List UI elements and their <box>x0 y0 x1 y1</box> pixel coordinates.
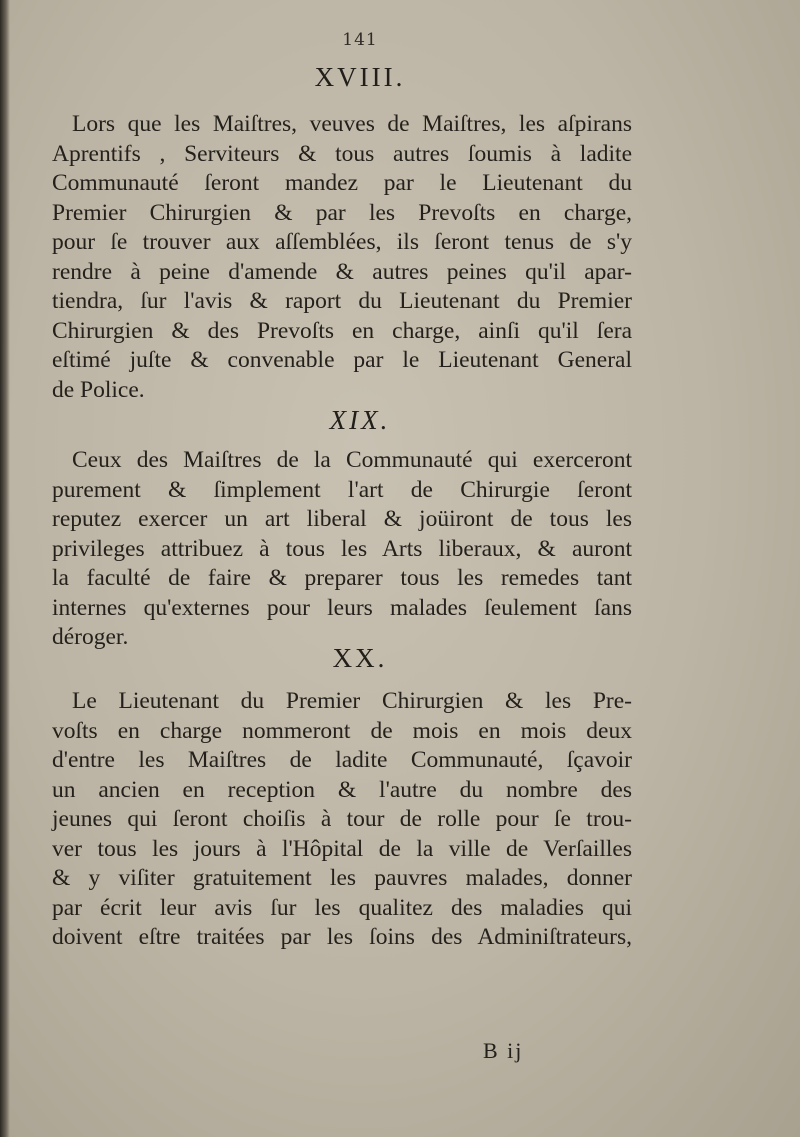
text-line: la faculté de faire & preparer tous les remedes tant <box>52 565 632 591</box>
text-line: purement & ſimplement l'art de Chirurgie ſeront <box>52 476 632 503</box>
text-line: pour ſe trouver aux aſſemblées, ils ſeront tenus de s'y <box>52 229 632 255</box>
text-line: internes qu'externes pour leurs malades ſeulement ſans <box>52 594 632 621</box>
article-heading-xx: XX. <box>332 643 388 673</box>
text-line: Chirurgien & des Prevoſts en charge, ainſi qu'il ſera <box>52 317 632 344</box>
text-line: d'entre les Maiſtres de ladite Communauté, ſçavoir <box>52 747 632 773</box>
text-line: Lors que les Maiſtres, veuves de Maiſtres, les aſpirans <box>72 111 632 137</box>
text-line: par écrit leur avis ſur les qualitez des maladies qui <box>52 894 632 921</box>
text-line: Communauté ſeront mandez par le Lieutenant du <box>52 170 632 196</box>
text-line: ver tous les jours à l'Hôpital de la ville de Verſailles <box>52 835 632 862</box>
text-line: privileges attribuez à tous les Arts liberaux, & auront <box>52 535 632 562</box>
text-line: Ceux des Maiſtres de la Communauté qui exerceront <box>72 447 632 473</box>
article-paragraph-xx <box>52 687 632 953</box>
text-line: doivent eſtre traitées par les ſoins des Adminiſtrateurs, <box>52 924 632 950</box>
text-line: un ancien en reception & l'autre du nombre des <box>52 776 632 803</box>
signature-mark: B ij <box>483 1038 524 1063</box>
text-line: Le Lieutenant du Premier Chirurgien & les Pre- <box>72 688 632 714</box>
article-heading-xix: XIX. <box>329 405 391 435</box>
text-line: Aprentifs , Serviteurs & tous autres ſoumis à ladite <box>52 140 632 167</box>
text-line: Premier Chirurgien & par les Prevoſts en charge, <box>52 199 632 226</box>
text-line: rendre à peine d'amende & autres peines qu'il apar- <box>52 258 632 285</box>
text-line: tiendra, ſur l'avis & raport du Lieutenant du Premier <box>52 288 632 314</box>
text-line: reputez exercer un art liberal & joüiront de tous les <box>52 506 632 532</box>
text-line: de Police. <box>52 376 145 403</box>
text-line: déroger. <box>52 624 129 650</box>
text-line: & y viſiter gratuitement les pauvres malades, donner <box>52 865 632 891</box>
text-line: voſts en charge nommeront de mois en mois deux <box>52 717 632 744</box>
page-number: 141 <box>342 30 378 50</box>
text-line: eſtimé juſte & convenable par le Lieutenant General <box>52 347 632 373</box>
article-paragraph-xviii <box>52 110 632 405</box>
article-paragraph-xix <box>52 446 632 653</box>
page-binding-edge <box>0 0 10 1137</box>
text-line: jeunes qui ſeront choiſis à tour de rolle pour ſe trou- <box>52 806 632 832</box>
article-heading-xviii: XVIII. <box>314 62 406 92</box>
